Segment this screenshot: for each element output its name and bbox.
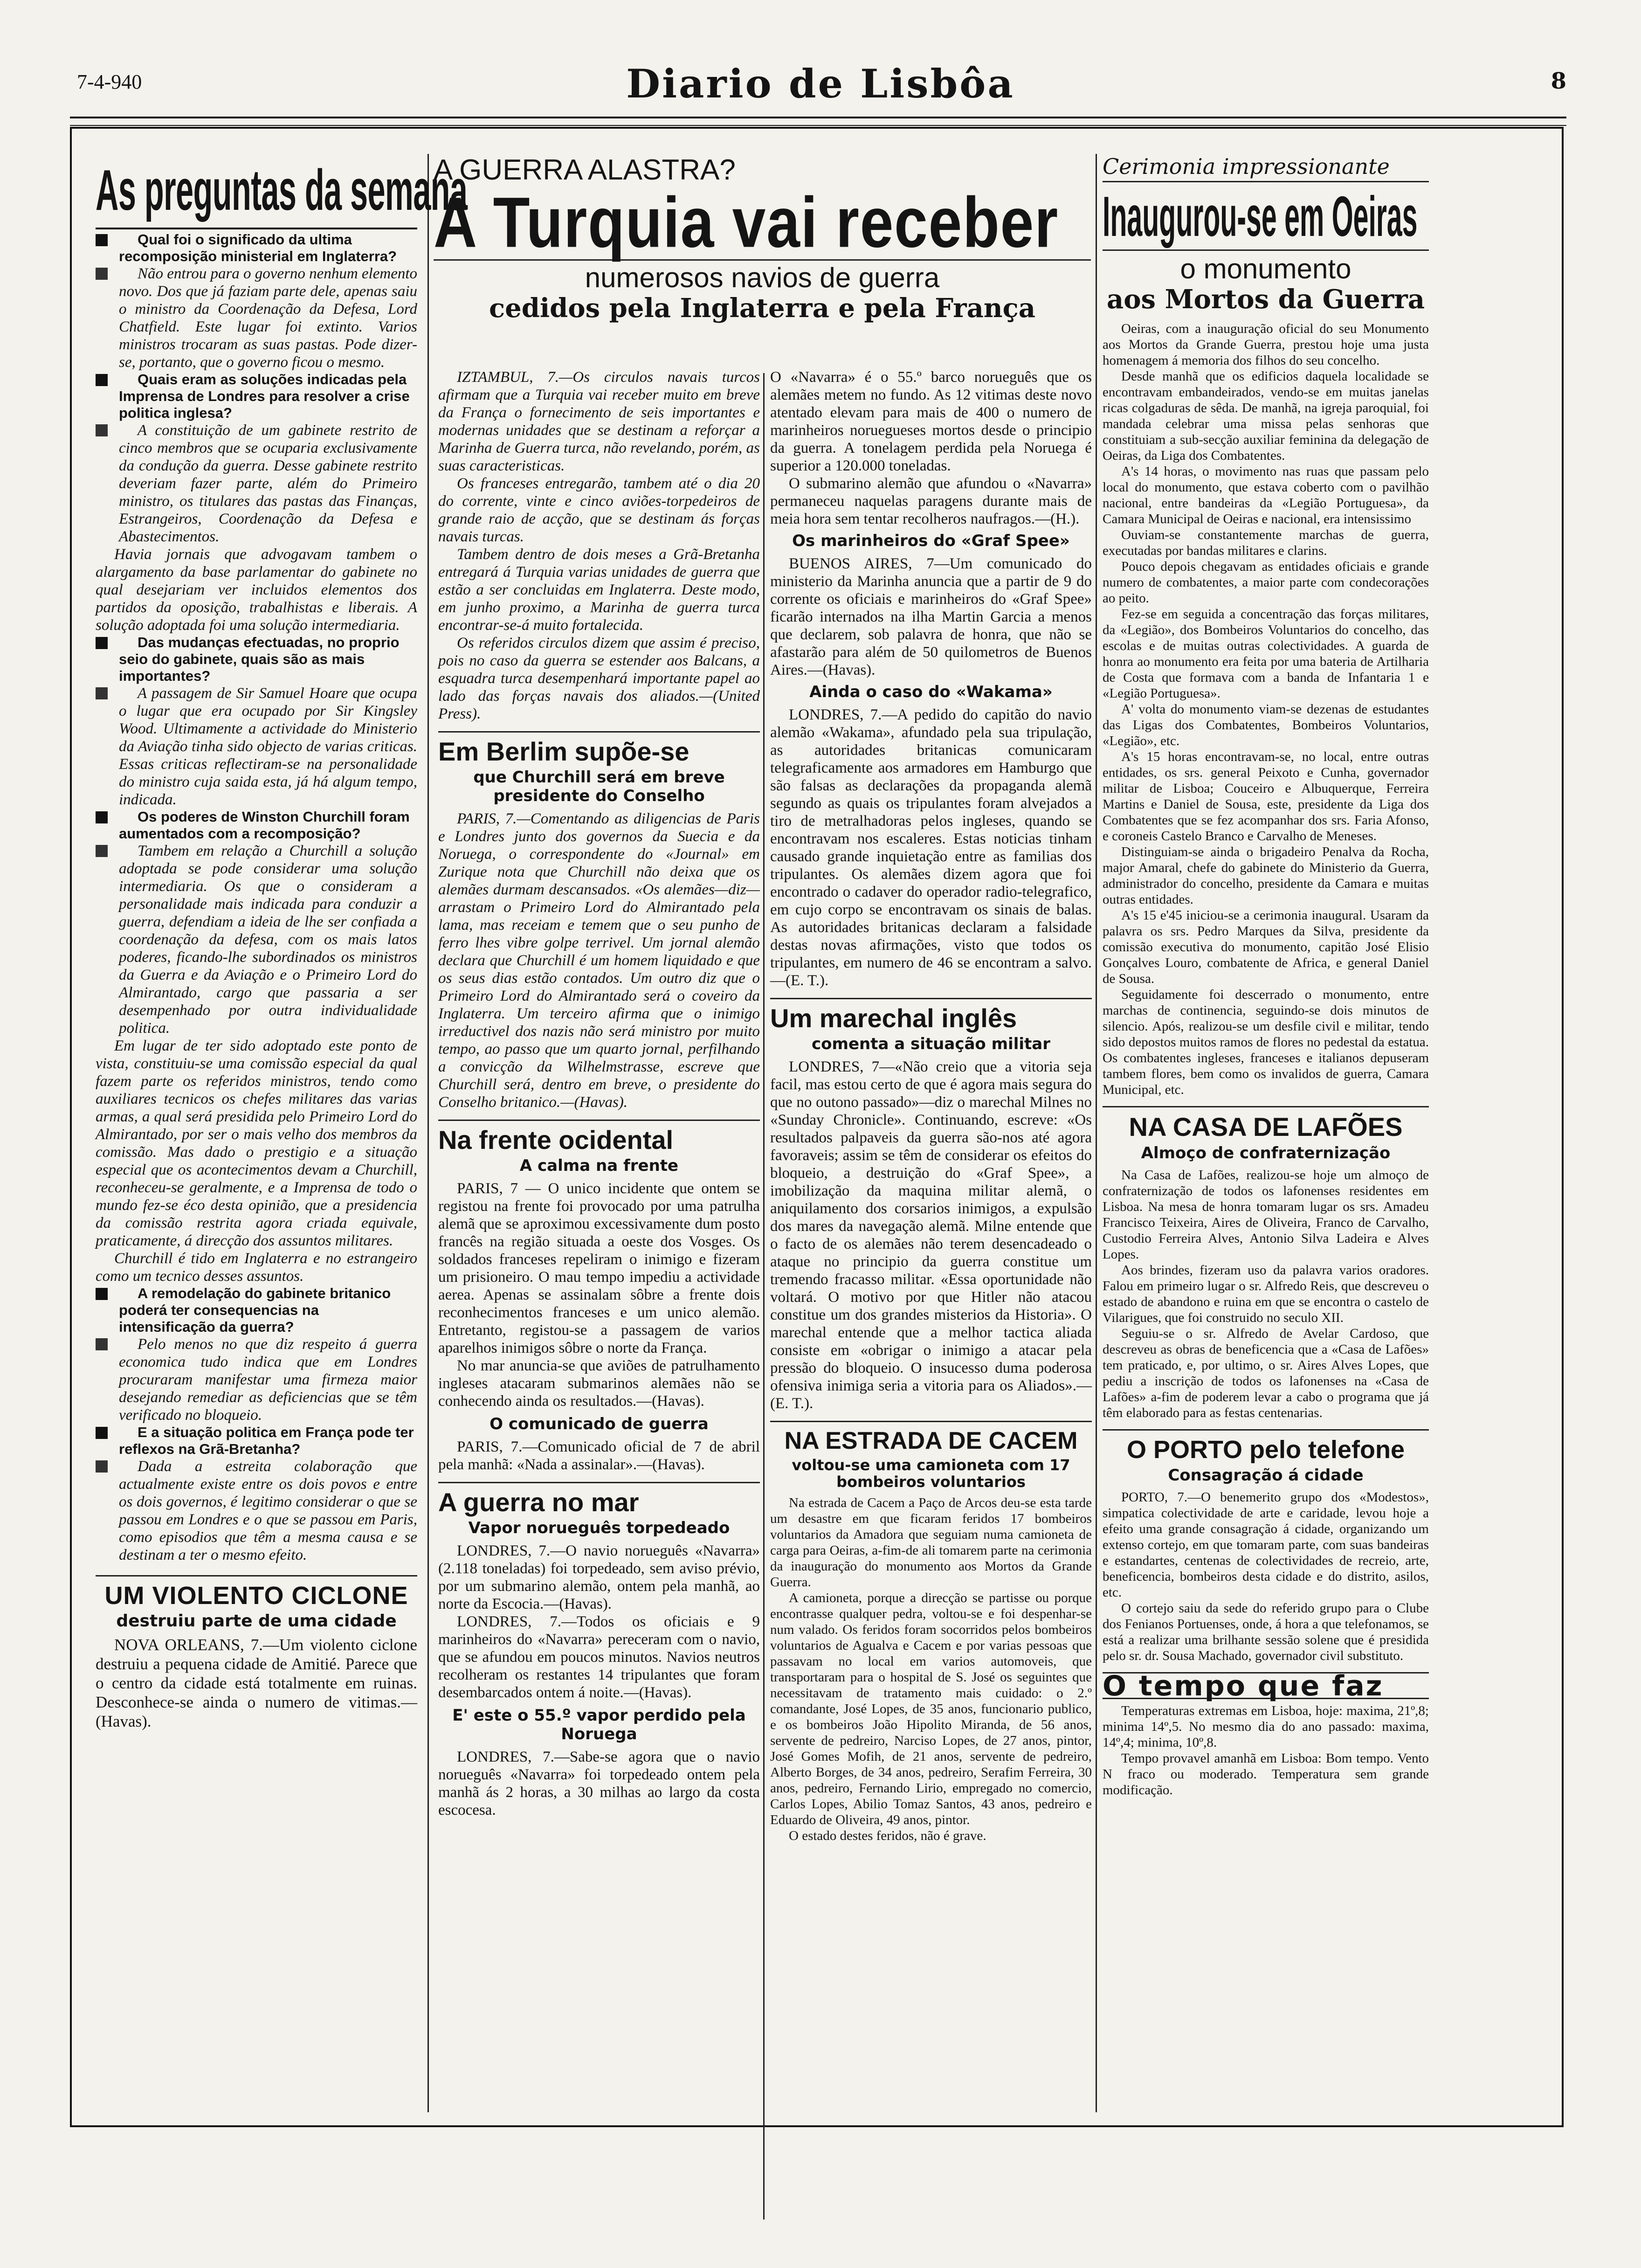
oeiras-para: A's 15 e'45 iniciou-se a cerimonia inaugural. Usaram da palavra os srs. Pedro Marques da Silva, presidente da comissão executiva do monumento, capitão José Elisio Gonçalves Louro, combatente de Africa, e general Daniel de Sousa. [1103,908,1429,986]
porto-subhead: Consagração á cidade [1168,1466,1364,1485]
lafoes-para: Seguiu-se o sr. Alfredo de Avelar Cardoso, que descreveu as obras de beneficencia que a «Casa de Lafões» tem praticado, e, por ultimo, o sr. Aires Alves Lopes, que pediu a inscrição de todos os lafonenses na «Casa de Lafões» a-fim de poderem levar a cabo o programa que já têm elaborado para as festas centenarias. [1103,1326,1429,1420]
oeiras-body [1103,321,1429,1098]
headline-rule [96,228,417,229]
masthead-rule [70,117,1566,126]
berlim-body: PARIS, 7.—Comentando as diligencias de Paris e Londres junto dos governos da Suecia e da Noruega, o correspondente do «Journal» em Zurique nota que Churchill não deixa que os alemães durmam descansados. «Os alemães—diz—arrastam o Primeiro Lord do Almirantado pela lama, mas receiam e temem que o seu punho de ferro lhes vibre golpe terrivel. Um jornal alemão declara que Churchill é um homem liquidado e que os seus dias estão contados. Um outro diz que o Primeiro Lord do Almirantado será o coveiro da Inglaterra. Um terceiro afirma que o inimigo irreductivel dos nazis não será ministro por muito tempo, ao passo que um quarto jornal, perfilhando a convicção da Wilhelmstrasse, escreve que Churchill será, dentro em breve, o presidente do Conselho britanico.—(Havas). [438,810,760,1111]
section-rule [1103,1106,1429,1107]
oeiras-para: Oeiras, com a inauguração oficial do seu Monumento aos Mortos da Grande Guerra, prestou hoje uma justa homenagem á memoria dos filhos do seu concelho. [1103,321,1429,368]
navarra-body-2: O submarino alemão que afundou o «Navarra» permaneceu naquelas paragens durante mais de meia hora sem tentar recolheros naufragos.—(H.). [770,475,1092,527]
oeiras-para: A' volta do monumento viam-se dezenas de estudantes das Ligas dos Combatentes, Bombeiros Voluntarios, «Legião», etc. [1103,702,1429,748]
questions-column [96,158,468,1731]
answer-4-para-2: Em lugar de ter sido adoptado este ponto de vista, constituiu-se uma comissão especial da qual fazem parte os referidos ministros, tendo como auxiliares tecnicos os chefes militares das varias armas, a qual será presidida pelo Primeiro Lord do Almirantado, por ser o mais velho dos membros da comissão. Mas dado o prestigio e a situação especial que os acontecimentos devam a Churchill, reconheceu-se geralmente, e a Imprensa de todo o mundo fez-se éco desta opinião, que a presidencia da comissão restrita agora criada equivale, praticamente, á direcção dos assuntos militares. [96,1037,417,1249]
mar-body-1: LONDRES, 7.—O navio norueguês «Navarra» (2.118 toneladas) foi torpedeado, sem aviso prévio, por um submarino alemão, ontem pela manhã, ao norte da Escocia.—(Havas). [438,1542,760,1612]
main-headline: A Turquia vai receber [434,182,1059,263]
cyclone-body: NOVA ORLEANS, 7.—Um violento ciclone destruiu a pequena cidade de Amitié. Parece que o centro da cidade está totalmente em ruinas. Desconhece-se ainda o numero de vitimas.—(Havas). [96,1636,417,1730]
weather-para: Temperaturas extremas em Lisboa, hoje: maxima, 21º,8; minima 14º,5. No mesmo dia do ano passado: maxima, 14º,4; minima, 10º,8. [1103,1703,1429,1750]
oeiras-para: A's 14 horas, o movimento nas ruas que passam pelo local do monumento, que estava coberto com o pavilhão nacional, entre bandeiras da «Legião Portuguesa», da Camara Municipal de Oeiras e nacional, era intensissimo [1103,464,1429,526]
weather-para: Tempo provavel amanhã em Lisboa: Bom tempo. Vento N fraco ou moderado. Temperatura sem grande modificação. [1103,1751,1429,1798]
oeiras-para: Desde manhã que os edificios daquela localidade se encontravam embandeirados, vendo-se em muitas janelas ricas colgaduras de sêda. De manhã, na igreja paroquial, foi mandada celebrar uma missa pelas senhoras que constituiam a sub-secção auxiliar feminina da delegação de Oeiras, da Liga dos Combatentes. [1103,369,1429,463]
questions-headline: As preguntas da semana [96,158,468,223]
spee-body: BUENOS AIRES, 7—Um comunicado do ministerio da Marinha anuncia que a partir de 9 do corrente os oficiais e marinheiros do «Graf Spee» ficarão internados na ilha Martin Garcia a menos que declarem, sob palavra de honra, que não se afastarão para além de 50 quilometros de Buenos Aires.—(Havas). [770,555,1092,678]
qa-block-1 [96,231,417,371]
navarra-body-1: O «Navarra» é o 55.º barco norueguês que os alemães metem no fundo. As 12 vitimas deste novo atentado elevam para mais de 400 o numero de marinheiros noruegueses mortos desde o principio da guerra. A tonelagem perdida pela Noruega é superior a 120.000 toneladas. [770,369,1092,474]
main-deck-1: numerosos navios de guerra [585,262,940,293]
porto-para: O cortejo saiu da sede do referido grupo para o Clube dos Fenianos Portuenses, onde, á hora a que telefonamos, se está a realizar uma brilhante sessão solene que é presidida pelo sr. dr. Sousa Machado, governador civil substituto. [1103,1601,1429,1663]
porto-body [1103,1489,1429,1664]
oeiras-kicker: Cerimonia impressionante [1103,154,1429,182]
answer-6: Dada a estreita colaboração que actualmente existe entre os dois povos e entre os dois governos, é legitimo considerar o que se passou em Londres e o que se passou em Paris, como episodios que têm a mesma causa e se destinam a ter o mesmo efeito. [96,1458,417,1564]
section-rule [438,1482,760,1483]
main-headline-box [434,182,1091,263]
column-2 [438,368,760,1819]
mar-body-3: LONDRES, 7.—Sabe-se agora que o navio norueguês «Navarra» foi torpedeado ontem pela manhã ás 2 horas, a 30 milhas ao largo da costa escocesa. [438,1749,760,1819]
comunicado-subhead: O comunicado de guerra [490,1415,709,1433]
wakama-subhead: Ainda o caso do «Wakama» [809,683,1053,701]
cacem-body-1: Na estrada de Cacem a Paço de Arcos deu-se esta tarde um desastre em que ficaram feridos 17 bombeiros voluntarios da Amadora que seguiam numa camioneta de carga para Oeiras, a-fim-de ali tomarem parte na cerimonia da inauguração do monumento aos Mortos da Grande Guerra. [770,1495,1092,1590]
berlim-subhead: que Churchill será em breve presidente do Conselho [473,768,725,805]
lafoes-headline: NA CASA DE LAFÕES [1129,1112,1403,1141]
main-kicker: A GUERRA ALASTRA? [434,154,736,186]
headline-rule [1103,249,1429,251]
answer-4-para-3: Churchill é tido em Inglaterra e no estrangeiro como um tecnico desses assuntos. [96,1250,417,1285]
frente-body-2: No mar anuncia-se que aviões de patrulhamento ingleses atacaram submarinos alemães não se conhecendo ainda os resultados.—(Havas). [438,1357,760,1410]
main-lead-2: Os franceses entregarão, tambem até o dia 20 do corrente, vinte e cinco aviões-torpedeiros de grande raio de acção, que se destinam ás forças navais turcas. [438,475,760,545]
qa-block-6 [96,1424,417,1564]
newspaper-title: Diario de Lisbôa [626,61,1015,107]
section-rule [1103,1429,1429,1431]
frente-headline: Na frente ocidental [438,1125,674,1155]
cyclone-headline: UM VIOLENTO CICLONE [104,1582,408,1610]
answer-4: Tambem em relação a Churchill a solução adoptada se pode considerar uma solução intermediaria. Os que o consideram a personalidade mais indicada para conduzir a guerra, defendiam a ideia de lhe ser confiada a coordenação da defesa, com os mais latos poderes, ficando-lhe subordinados os ministros da Guerra e da Aviação e o Primeiro Lord do Almirantado, cargo que passaria a ser desempenhado por outra individualidade politica. [96,842,417,1037]
oeiras-para: Ouviam-se constantemente marchas de guerra, executadas por bandas militares e clarins. [1103,527,1429,558]
qa-block-3 [96,634,417,809]
main-story-header [434,154,1091,323]
oeiras-para: Fez-se em seguida a concentração das forças militares, da «Legião», dos Bombeiros Voluntarios do concelho, das escolas e de muitas outras colectividades. A guarda de honra ao monumento era feita por uma bateria de Artilharia de Costa que formava com a banda de Infantaria 1 e «Legião Portuguesa». [1103,607,1429,701]
qa-block-2 [96,371,417,634]
lafoes-subhead: Almoço de confraternização [1141,1144,1391,1162]
mar-body-2: LONDRES, 7.—Todos os oficiais e 9 marinheiros do «Navarra» pereceram com o navio, que se afundou em poucos minutos. Navios neutros recolheram os restantes 14 tripulantes que foram desembarcados ontem á noite.—(Havas). [438,1613,760,1701]
section-rule [438,731,760,733]
question-3: Das mudanças efectuadas, no proprio seio do gabinete, quais são as mais importantes? [96,634,417,685]
mar-subhead: Vapor norueguês torpedeado [468,1519,730,1537]
qa-block-4 [96,809,417,1285]
weather-headline: O tempo que faz [1103,1670,1384,1702]
berlim-headline: Em Berlim supõe-se [438,737,689,766]
cacem-headline: NA ESTRADA DE CACEM [784,1427,1078,1454]
column-3 [770,368,1092,1844]
frente-subhead: A calma na frente [519,1156,679,1175]
lafoes-body [1103,1167,1429,1421]
question-1: Qual foi o significado da ultima recomposição ministerial em Inglaterra? [96,231,417,265]
oeiras-headline: Inaugurou-se em Oeiras [1103,185,1418,249]
cyclone-subhead: destruiu parte de uma cidade [116,1611,397,1631]
questions-headline-box [96,158,468,224]
answer-3: A passagem de Sir Samuel Hoare que ocupa o lugar que era ocupado por Sir Kingsley Wood. Ultimamente a actividade do Ministerio da Aviação tinha sido objecto de varias criticas. Essas criticas reflectiram-se na personalidade do ministro cuja saida esta, já há algum tempo, indicada. [96,685,417,809]
lafoes-para: Aos brindes, fizeram uso da palavra varios oradores. Falou em primeiro lugar o sr. Alfredo Reis, que descreveu o estado de abandono e ruina em que se encontra o castelo de Vilarigues, que foi construido no seculo XII. [1103,1263,1429,1325]
marechal-subhead: comenta a situação militar [812,1035,1050,1053]
comunicado-body: PARIS, 7.—Comunicado oficial de 7 de abril pela manhã: «Nada a assinalar».—(Havas). [438,1438,760,1473]
oeiras-para: Seguidamente foi descerrado o monumento, entre marchas de continencia, seguindo-se dois minutos de silencio. Após, realizou-se um desfile civil e militar, tendo sido depostos muitos ramos de flores no pedestal da estatua. Os combatentes ingleses, franceses e italianos depuseram tambem flores, bem como os invalidos de guerra, Camara Municipal, etc. [1103,987,1429,1097]
answer-5: Pelo menos no que diz respeito á guerra economica tudo indica que em Londres procuraram manifestar uma firmeza maior desejando remediar as deficiencias que se têm verificado no bloqueio. [96,1335,417,1424]
cacem-subhead: voltou-se uma camioneta com 17 bombeiros voluntarios [792,1456,1070,1491]
column-4 [1103,154,1429,1798]
porto-headline: O PORTO pelo telefone [1126,1436,1405,1464]
marechal-body: LONDRES, 7—«Não creio que a vitoria seja facil, mas estou certo de que é agora mais segura do que no outono passado»—diz o marechal Milnes no «Sunday Chronicle». Continuando, escreve: «Os resultados palpaveis da guerra são-nos até agora favoraveis; assim se têm de considerar os efeitos do bloqueio, a destruição do «Graf Spee», a imobilização da maquina militar alemã, o aniquilamento dos corsarios inimigos, a expulsão dos mares da navegação alemã. Milne entende que o facto de os alemães não terem desencadeado o ataque no principio da guerra constitue um tremendo fracasso militar. «Essa oportunidade não voltará. O motivo por que Hitler não atacou constitue um dos grandes misterios da Historia». O marechal entende que a melhor tactica aliada consiste em «obrigar o inimigo a atacar pela pressão do bloqueio. O insucesso duma poderosa ofensiva inimiga seria a vitoria para os Aliados».—(E. T.). [770,1058,1092,1412]
oeiras-deck-2: aos Mortos da Guerra [1106,284,1425,315]
oeiras-para: Distinguiam-se ainda o brigadeiro Penalva da Rocha, major Amaral, chefe do gabinete do Ministerio da Guerra, administrador do concelho, presidente da Camara e muitas outras entidades. [1103,844,1429,907]
mar-subhead-2: E' este o 55.º vapor perdido pela Noruega [452,1706,746,1743]
answer-1: Não entrou para o governo nenhum elemento novo. Dos que já faziam parte dele, apenas saiu o ministro da Coordenação da Defesa, Lord Chatfield. Este lugar foi extinto. Varios ministros trocaram as suas pastas. Pode dizer-se, portanto, que o governo ficou o mesmo. [96,265,417,371]
section-rule [438,1120,760,1121]
main-lead-1: IZTAMBUL, 7.—Os circulos navais turcos afirmam que a Turquia vai receber muito em breve da França o fornecimento de seis importantes e modernas unidades que se destinam a reforçar a Marinha de Guerra turca, não revelando, porém, as suas caracteristicas. [438,369,760,474]
answer-2-para-2: Havia jornais que advogavam tambem o alargamento da base parlamentar do gabinete no qual desejariam ver incluidos elementos dos partidos da oposição, trabalhistas e liberais. A solução adoptada foi uma solução intermediaria. [96,546,417,634]
mar-headline: A guerra no mar [438,1487,639,1517]
main-lead-3: Tambem dentro de dois meses a Grã-Bretanha entregará á Turquia varias unidades de guerra que estão a ser concluidas em Inglaterra. Deste modo, em junho proximo, a Marinha de guerra turca encontrar-se-á muito fortalecida. [438,546,760,634]
column-rule-2 [763,373,765,2220]
question-4: Os poderes de Winston Churchill foram aumentados com a recomposição? [96,809,417,842]
issue-date: 7-4-940 [77,70,142,93]
oeiras-headline-box [1103,186,1429,248]
spee-subhead: Os marinheiros do «Graf Spee» [792,532,1070,550]
oeiras-deck-1: o monumento [1180,253,1351,284]
section-rule [96,1575,417,1577]
section-rule [770,998,1092,999]
column-rule-3 [1096,154,1097,2112]
main-deck-2: cedidos pela Inglaterra e pela França [489,293,1036,324]
marechal-headline: Um marechal inglês [770,1003,1017,1033]
porto-para: PORTO, 7.—O benemerito grupo dos «Modestos», simpatica colectividade de arte e caridade, levou hoje a efeito uma grande consagração á cidade, organizando um extenso cortejo, em que tomaram parte, com suas bandeiras e estandartes, centenas de colectividades de recreio, arte, beneficencia, bombeiros desta cidade e do distrito, asilos, etc. [1103,1490,1429,1600]
wakama-body: LONDRES, 7.—A pedido do capitão do navio alemão «Wakama», afundado pela sua tripulação, as autoridades britanicas comunicaram telegraficamente aos armadores em Hamburgo que são falsas as declarações da propaganda alemã segundo as quais os tripulantes foram alvejados a tiro de metralhadoras pelos ingleses, quando se encontravam nos escaleres. Estas noticias tinham causado grande inquietação entre as familias dos tripulantes. Os alemães dizem agora que foi encontrado o cadaver do operador radio-telegrafico, em cujo corpo se encontravam os sinais de balas. As autoridades britanicas declaram a falsidade destas novas afirmações, visto que todos os tripulantes, em numero de 46 se encontram a salvo.—(E. T.). [770,706,1092,989]
answer-2: A constituição de um gabinete restrito de cinco membros que se ocuparia exclusivamente da condução da guerra. Desse gabinete restrito deveriam fazer parte, além do Primeiro ministro, os titulares das pastas das Finanças, Estrangeiros, Coordenação da Defesa e Abastecimentos. [96,422,417,546]
main-lead-4: Os referidos circulos dizem que assim é preciso, pois no caso da guerra se estender aos Balcans, a esquadra turca desempenhará importante papel ao lado das forças navais dos aliados.—(United Press). [438,635,760,722]
question-6: E a situação politica em França pode ter reflexos na Grã-Bretanha? [96,1424,417,1458]
weather-body [1103,1703,1429,1798]
qa-block-5 [96,1285,417,1424]
question-5: A remodelação do gabinete britanico poderá ter consequencias na intensificação da guerra? [96,1285,417,1335]
section-rule [770,1421,1092,1422]
lafoes-para: Na Casa de Lafões, realizou-se hoje um almoço de confraternização de todos os lafonenses residentes em Lisboa. Na mesa de honra tomaram lugar os srs. Amadeu Francisco Teixeira, Aires de Oliveira, Franco de Carvalho, Custodio Ferreira Alves, Antonio Silva Ladeira e Alves Lopes. [1103,1168,1429,1262]
cacem-body-2: A camioneta, porque a direcção se partisse ou porque encontrasse qualquer pedra, voltou-se e foi despenhar-se num valado. Os feridos foram socorridos pelos bombeiros voluntarios de Agualva e Cacem e por varias pessoas que passavam no local em varios automoveis, que transportaram para o hospital de S. José os seguintes que necessitavam de tratamento mais cuidado: o 2.º comandante, José Lopes, de 35 anos, funcionario publico, e os bombeiros João Hipolito Miranda, de 56 anos, servente de pedreiro, Narciso Lopes, de 27 anos, pintor, José Gomes Mofih, de 21 anos, servente de pedreiro, Alberto Borges, de 34 anos, pedreiro, Serafim Ferreira, 30 anos, pedreiro, Fernando Lirio, empregado no comercio, Carlos Lopes, Abilio Tomaz Santos, 43 anos, pedreiro e Eduardo de Oliveira, 49 anos, pintor. [770,1590,1092,1827]
cacem-body-3: O estado destes feridos, não é grave. [789,1828,986,1843]
question-2: Quais eram as soluções indicadas pela Imprensa de Londres para resolver a crise politica inglesa? [96,371,417,422]
oeiras-para: Pouco depois chegavam as entidades oficiais e grande numero de combatentes, a maior parte com condecorações ao peito. [1103,559,1429,606]
column-rule-1 [427,154,429,2112]
oeiras-para: A's 15 horas encontravam-se, no local, entre outras entidades, os srs. general Peixoto e Cunha, governador militar de Lisboa; Couceiro e Albuquerque, Ferreira Martins e Daniel de Sousa, este, presidente da Liga dos Combatentes que se fez acompanhar dos srs. Faria Afonso, e coroneis Castelo Branco e Carvalho de Meneses. [1103,749,1429,844]
page-number: 8 [1551,68,1566,94]
frente-body-1: PARIS, 7 — O unico incidente que ontem se registou na frente foi provocado por uma patrulha alemã que se aproximou excessivamente dum posto francês na região situada a oeste dos Vosges. Os soldados franceses repeliram o inimigo e fizeram um prisioneiro. O mau tempo impediu a actividade aerea. Apenas se assinalam sôbre a frente dois reconhecimentos franceses e um unico alemão. Entretanto, registou-se a passagem de varios aparelhos inimigos sôbre o norte da França. [438,1180,760,1356]
